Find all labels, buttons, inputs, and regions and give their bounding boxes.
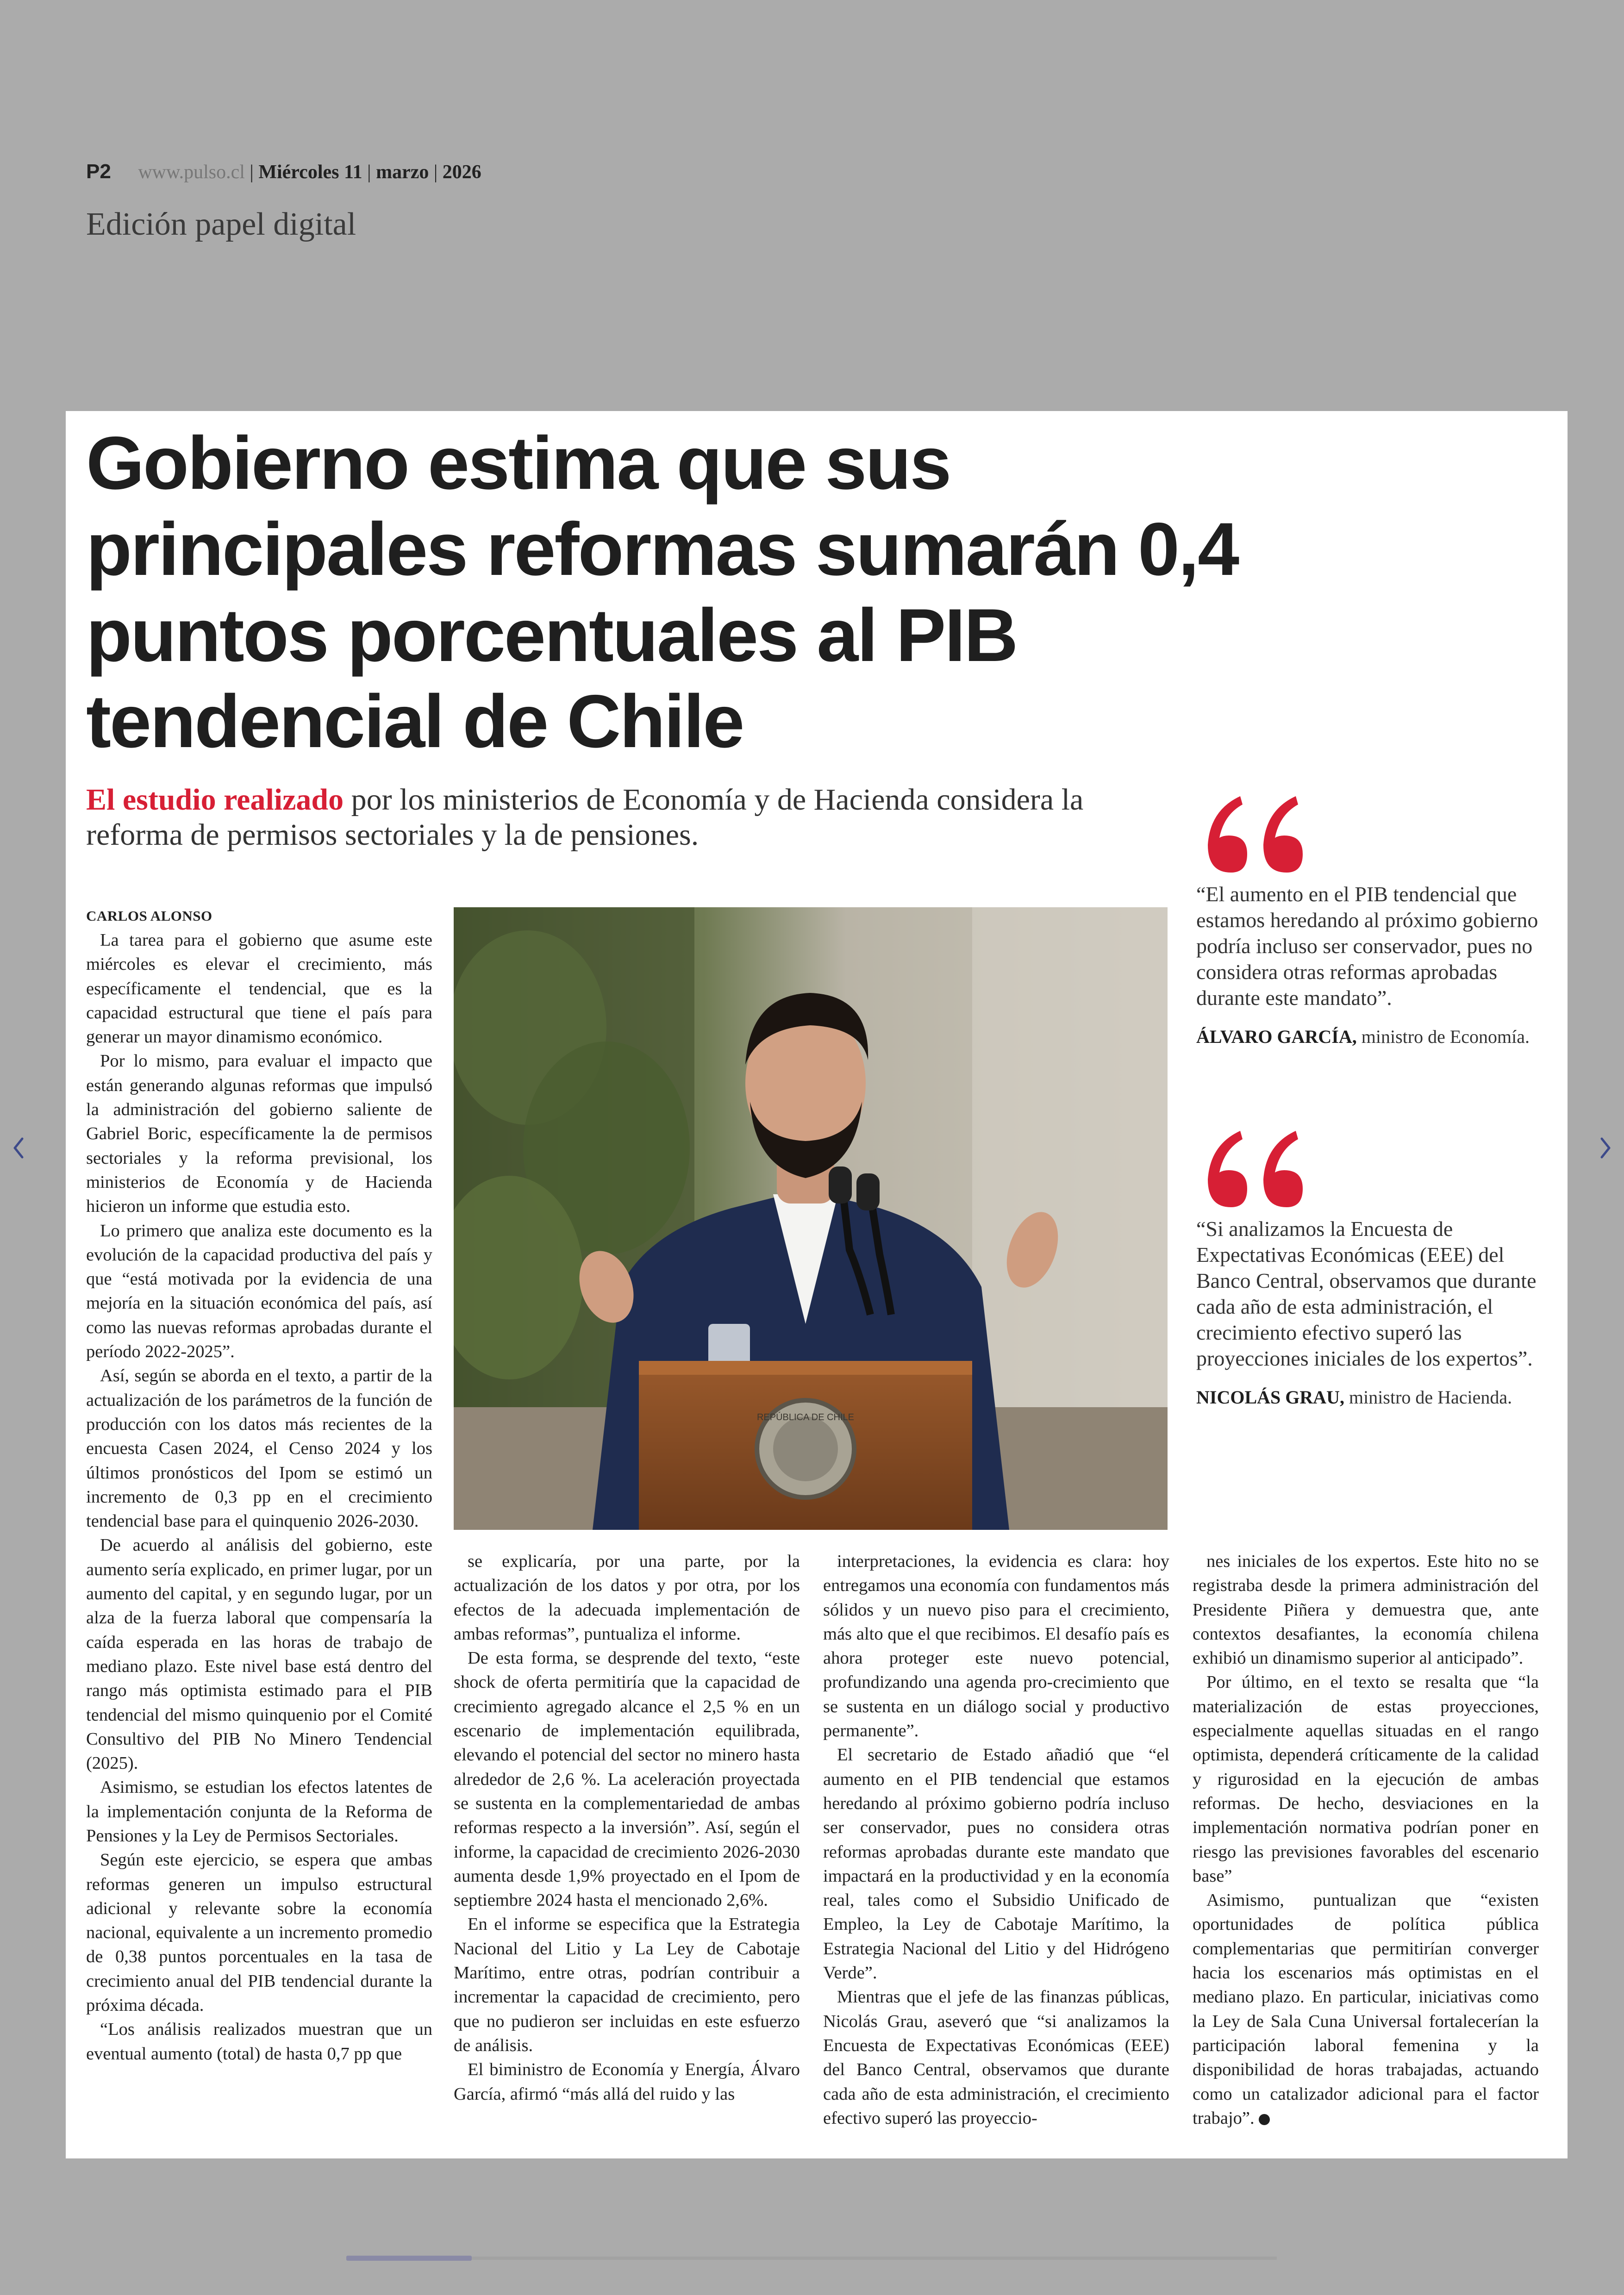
article-paragraph: El secretario de Estado añadió que “el aumento en el PIB tendencial que estamos heredando al próximo gobierno podría incluso ser conservador, pues no considera otras reformas aprobadas durante este mandato que impactará en la productividad y en la economía real, tales como el Subsidio Unificado de Empleo, la Ley de Cabotaje Marítimo, la Estrategia Nacional del Litio y del Hidrógeno Verde”. bbox=[823, 1745, 1169, 1983]
article-paragraph: De acuerdo al análisis del gobierno, este aumento sería explicado, en primer lugar, por un aumento del capital, y en segundo lugar, por un alza de la fuerza laboral que compensaría la caída esperada en las horas de trabajo de mediano plazo. Este nivel base está dentro del rango más optimista estimado para el PIB tendencial del mismo quinquenio por el Comité Consultivo del PIB No Minero Tendencial (2025). bbox=[86, 1535, 432, 1773]
president-speaking-photo bbox=[454, 907, 1168, 1530]
article-column-3 bbox=[823, 1549, 1169, 2130]
article-paragraph: Asimismo, se estudian los efectos latentes de la implementación conjunta de la Reforma de Pensiones y la Ley de Permisos Sectoriales. bbox=[86, 1777, 432, 1846]
page-progress-fill bbox=[346, 2256, 472, 2261]
podium-seal-text: REPÚBLICA DE CHILE bbox=[756, 1412, 855, 1422]
article-paragraph: Según este ejercicio, se espera que ambas reformas generen un impulso estructural adicional y relevante sobre la economía nacional, equivalente a un incremento promedio de 0,38 puntos porcentuales en la tasa de crecimiento anual del PIB tendencial durante la próxima década. bbox=[86, 1850, 432, 2015]
article-end-mark bbox=[1259, 2114, 1270, 2125]
issue-month: marzo bbox=[376, 162, 429, 183]
article-paragraph: interpretaciones, la evidencia es clara: hoy entregamos una economía con fundamentos más sólidos y un nuevo piso para el crecimiento, más alto que el que recibimos. El desafío país es ahora proteger este nuevo potencial, profundizando una agenda pro-crecimiento que se sustenta en un diálogo social y productivo permanente”. bbox=[823, 1552, 1169, 1741]
edition-label: Edición papel digital bbox=[86, 206, 356, 242]
quote-author: NICOLÁS GRAU, bbox=[1196, 1387, 1345, 1408]
article-headline: Gobierno estima que sus principales reformas sumarán 0,4 puntos porcentuales al PIB tendencial de Chile bbox=[86, 421, 1238, 763]
quote-text: “El aumento en el PIB tendencial que estamos heredando al próximo gobierno podría incluso ser conservador, pues no considera otras reformas aprobadas durante este mandato”. bbox=[1196, 882, 1538, 1010]
article-paragraph: Así, según se aborda en el texto, a partir de la actualización de los parámetros de la función de producción con los datos más recientes de la encuesta Casen 2024, el Censo 2024 y los últimos pronósticos del Ipom se estimó un incremento de 0,3 pp en el crecimiento tendencial base para el quinquenio 2026-2030. bbox=[86, 1366, 432, 1531]
article-column-2 bbox=[454, 1549, 800, 2106]
article-paragraph: se explicaría, por una parte, por la actualización de los datos y por otra, por los efectos de la adecuada implementación de ambas reformas”, puntualiza el informe. bbox=[454, 1552, 800, 1644]
issue-year: 2026 bbox=[442, 162, 481, 183]
article-column-1 bbox=[86, 904, 432, 2066]
article-paragraph: Por lo mismo, para evaluar el impacto que están generando algunas reformas que impulsó la administración del gobierno saliente de Gabriel Boric, específicamente la de permisos sectoriales y la reforma previsional, los ministerios de Economía y de Hacienda hicieron un informe que estudia esto. bbox=[86, 1051, 432, 1216]
article-paragraph: Lo primero que analiza este documento es la evolución de la capacidad productiva del país y que “está motivada por la evidencia de una mejoría en la situación económica del país, así como las nuevas reformas aprobadas durante el período 2022-2025”. bbox=[86, 1221, 432, 1362]
article-paragraph: nes iniciales de los expertos. Este hito no se registraba desde la primera administración del Presidente Piñera y demuestra que, ante contextos desafiantes, la economía chilena exhibió un dinamismo superior al anticipado”. bbox=[1193, 1552, 1539, 1668]
quotation-mark-icon bbox=[1196, 1122, 1303, 1210]
issue-day: Miércoles 11 bbox=[258, 162, 362, 183]
dek-highlight: El estudio realizado bbox=[86, 783, 344, 817]
dek-text: por los ministerios de Economía y de Hacienda considera la reforma de permisos sectoriales y la de pensiones. bbox=[86, 783, 1084, 852]
quote-attribution bbox=[1196, 1385, 1539, 1409]
article-dek bbox=[86, 782, 1179, 853]
article-paragraph: “Los análisis realizados muestran que un eventual aumento (total) de hasta 0,7 pp que bbox=[86, 2020, 432, 2064]
page-progress-bar[interactable] bbox=[346, 2257, 1277, 2260]
page-number: P2 bbox=[86, 160, 111, 183]
quote-attribution bbox=[1196, 1025, 1539, 1049]
quote-author: ÁLVARO GARCÍA, bbox=[1196, 1026, 1357, 1047]
quote-author-role: ministro de Economía. bbox=[1356, 1026, 1530, 1047]
chevron-right-icon[interactable] bbox=[1596, 1134, 1615, 1162]
article-photo bbox=[454, 907, 1168, 1530]
article-paragraph: En el informe se especifica que la Estrategia Nacional del Litio y La Ley de Cabotaje Marítimo, entre otras, podrían contribuir a incrementar la capacidad de crecimiento, pero que no pudieron ser incluidas en este esfuerzo de análisis. bbox=[454, 1915, 800, 2055]
quotation-mark-icon bbox=[1196, 787, 1303, 875]
page-header: P2 www.pulso.cl | Miércoles 11 | marzo | 2026 bbox=[86, 160, 481, 183]
chevron-left-icon[interactable] bbox=[9, 1134, 28, 1162]
quote-author-role: ministro de Hacienda. bbox=[1344, 1387, 1512, 1408]
article-column-4 bbox=[1193, 1549, 1539, 2130]
article-paragraph: De esta forma, se desprende del texto, “este shock de oferta permitiría que la capacidad de crecimiento agregado alcance el 2,5 % en un escenario de implementación equilibrada, elevando el potencial del sector no minero hasta alrededor de 2,6 %. La aceleración proyectada se sustenta en la complementariedad de ambas reformas respecto a la inversión”. Así, según el informe, la capacidad de crecimiento 2026-2030 aumenta desde 1,9% proyectado en el Ipom de septiembre 2024 hasta el mencionado 2,6%. bbox=[454, 1648, 800, 1910]
article-paragraph: La tarea para el gobierno que asume este miércoles es elevar el crecimiento, más específicamente el tendencial, que es la capacidad estructural que tiene el país para generar un mayor dinamismo económico. bbox=[86, 930, 432, 1047]
pull-quote-grau bbox=[1196, 1122, 1539, 1409]
article-paragraph: Asimismo, puntualizan que “existen oportunidades de política pública complementarias que permitirían converger hacia los escenarios más optimistas en el mediano plazo. En particular, iniciativas como la Ley de Sala Cuna Universal fortalecerían la participación laboral femenina y la disponibilidad de horas trabajadas, actuando como un catalizador adicional para el factor trabajo”. bbox=[1193, 1890, 1539, 2128]
article-paragraph: El biministro de Economía y Energía, Álvaro García, afirmó “más allá del ruido y las bbox=[454, 2060, 800, 2104]
site-url: www.pulso.cl bbox=[138, 162, 245, 183]
pull-quote-garcia bbox=[1196, 787, 1539, 1049]
article-paragraph: Mientras que el jefe de las finanzas públicas, Nicolás Grau, aseveró que “si analizamos la Encuesta de Expectativas Económicas (EEE) del Banco Central, observamos que durante cada año de esta administración, el crecimiento efectivo superó las proyeccio- bbox=[823, 1987, 1169, 2128]
byline: CARLOS ALONSO bbox=[86, 908, 212, 924]
quote-text: “Si analizamos la Encuesta de Expectativas Económicas (EEE) del Banco Central, observamos que durante cada año de esta administración, el crecimiento efectivo superó las proyecciones iniciales de los expertos”. bbox=[1196, 1217, 1537, 1370]
article-paragraph: Por último, en el texto se resalta que “la materialización de estas proyecciones, especialmente aquellas situadas en el rango optimista, dependerá críticamente de la calidad y rigurosidad en la ejecución de ambas reformas. De hecho, desviaciones en la implementación normativa podrían poner en riesgo las previsiones favorables del escenario base” bbox=[1193, 1672, 1539, 1886]
